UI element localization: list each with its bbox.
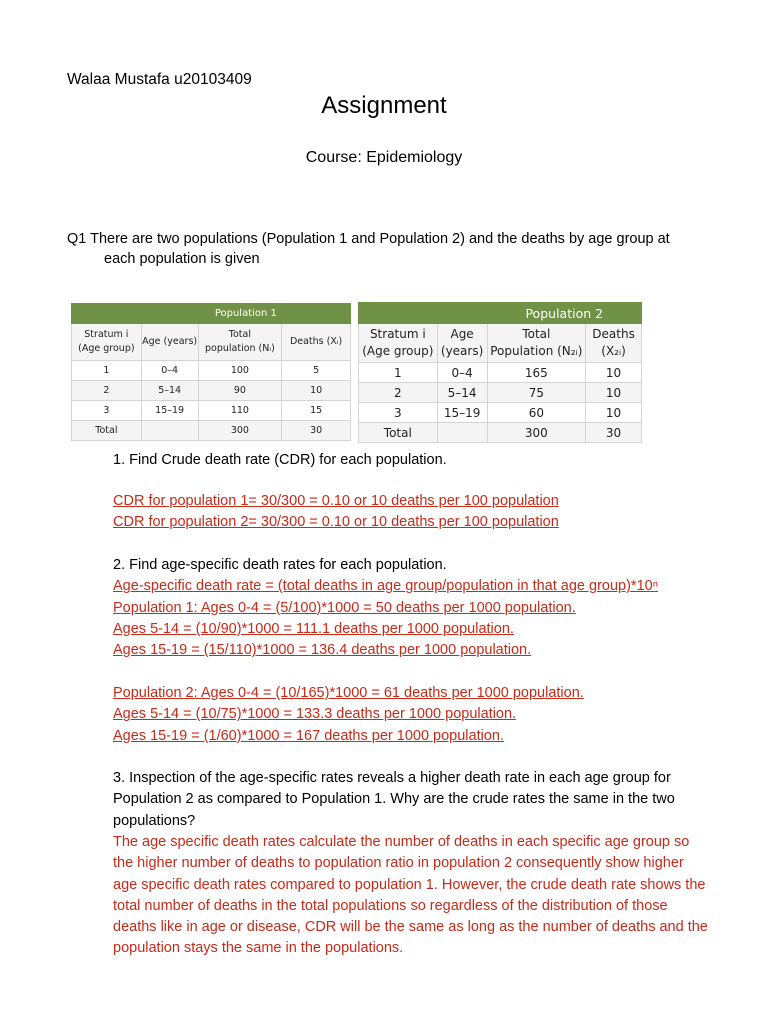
column-header-deaths: Deaths (X₂ᵢ) — [586, 324, 642, 363]
question-1-2 — [113, 555, 713, 661]
column-header-age: Age (years) — [141, 324, 198, 361]
population-2-header-row — [359, 324, 642, 363]
answer-1-2-pop2 — [113, 683, 713, 747]
table-row: 3 15–19 110 15 — [72, 401, 351, 421]
column-header-stratum: Stratum i (Age group) — [359, 324, 438, 363]
answer-formula: Age-specific death rate = (total deaths in age group/population in that age group)*10ⁿ — [113, 578, 658, 595]
answer-pop1-age-5-14: Ages 5-14 = (10/90)*1000 = 111.1 deaths per 1000 population. — [113, 620, 514, 637]
question-1-line-1: Q1 There are two populations (Population 1 and Population 2) and the deaths by age group at — [67, 231, 670, 247]
column-header-stratum: Stratum i (Age group) — [72, 324, 142, 361]
population-1-title-row — [72, 304, 351, 324]
column-header-total: Total population (Nᵢ) — [198, 324, 282, 361]
answer-1-3: The age specific death rates calculate the number of deaths in each specific age group so the higher number of deaths to population ratio in population 2 consequently show higher age specific death rates compared to population 1. However, the crude death rate shows the total number of deaths in the total populations so regardless of the distribution of those deaths like in age or disease, CDR will be the same as long as the number of deaths and the population stays the same in the populations. — [113, 834, 708, 957]
table-row: 3 15–19 60 10 — [359, 403, 642, 423]
population-1-table — [71, 303, 351, 441]
course-subtitle: Course: Epidemiology — [305, 149, 463, 166]
table-row: 2 5–14 90 10 — [72, 381, 351, 401]
answer-pop1-age-0-4: Population 1: Ages 0-4 = (5/100)*1000 = 50 deaths per 1000 population. — [113, 599, 576, 616]
answer-cdr-pop1: CDR for population 1= 30/300 = 0.10 or 10 deaths per 100 population — [113, 493, 559, 509]
population-1-title: Population 1 — [141, 304, 350, 324]
question-1-1-text: 1. Find Crude death rate (CDR) for each population. — [113, 452, 447, 468]
table-row: 1 0–4 100 5 — [72, 361, 351, 381]
table-row: 2 5–14 75 10 — [359, 383, 642, 403]
answer-pop2-age-5-14: Ages 5-14 = (10/75)*1000 = 133.3 deaths per 1000 population. — [113, 706, 517, 723]
page-title: Assignment — [321, 92, 447, 119]
population-2-title: Population 2 — [487, 303, 641, 324]
table-total-row: Total 300 30 — [359, 423, 642, 443]
answer-pop1-age-15-19: Ages 15-19 = (15/110)*1000 = 136.4 deaths per 1000 population. — [113, 642, 532, 659]
column-header-deaths: Deaths (Xᵢ) — [282, 324, 351, 361]
question-1-prompt — [67, 229, 707, 269]
answer-pop2-age-0-4: Population 2: Ages 0-4 = (10/165)*1000 = 61 deaths per 1000 population. — [113, 685, 584, 701]
question-1-3-text: 3. Inspection of the age-specific rates reveals a higher death rate in each age group for Population 2 as compared to Population 1. Why are the crude rates the same in the two populations? — [113, 770, 675, 829]
population-2-table — [358, 302, 642, 443]
answer-pop2-age-15-19: Ages 15-19 = (1/60)*1000 = 167 deaths per 1000 population. — [113, 727, 504, 744]
population-1-header-row — [72, 324, 351, 361]
answer-cdr-pop2: CDR for population 2= 30/300 = 0.10 or 10 deaths per 100 population — [113, 514, 559, 531]
answer-1-1 — [113, 491, 713, 534]
column-header-age: Age (years) — [437, 324, 487, 363]
population-2-title-row — [359, 303, 642, 324]
table-row: 1 0–4 165 10 — [359, 363, 642, 383]
author-line: Walaa Mustafa u20103409 — [67, 71, 252, 88]
question-1-2-text: 2. Find age-specific death rates for each population. — [113, 557, 447, 573]
question-1-1 — [113, 450, 713, 471]
column-header-total: Total Population (N₂ᵢ) — [487, 324, 586, 363]
table-total-row: Total 300 30 — [72, 421, 351, 441]
question-1-line-2: each population is given — [104, 251, 260, 267]
